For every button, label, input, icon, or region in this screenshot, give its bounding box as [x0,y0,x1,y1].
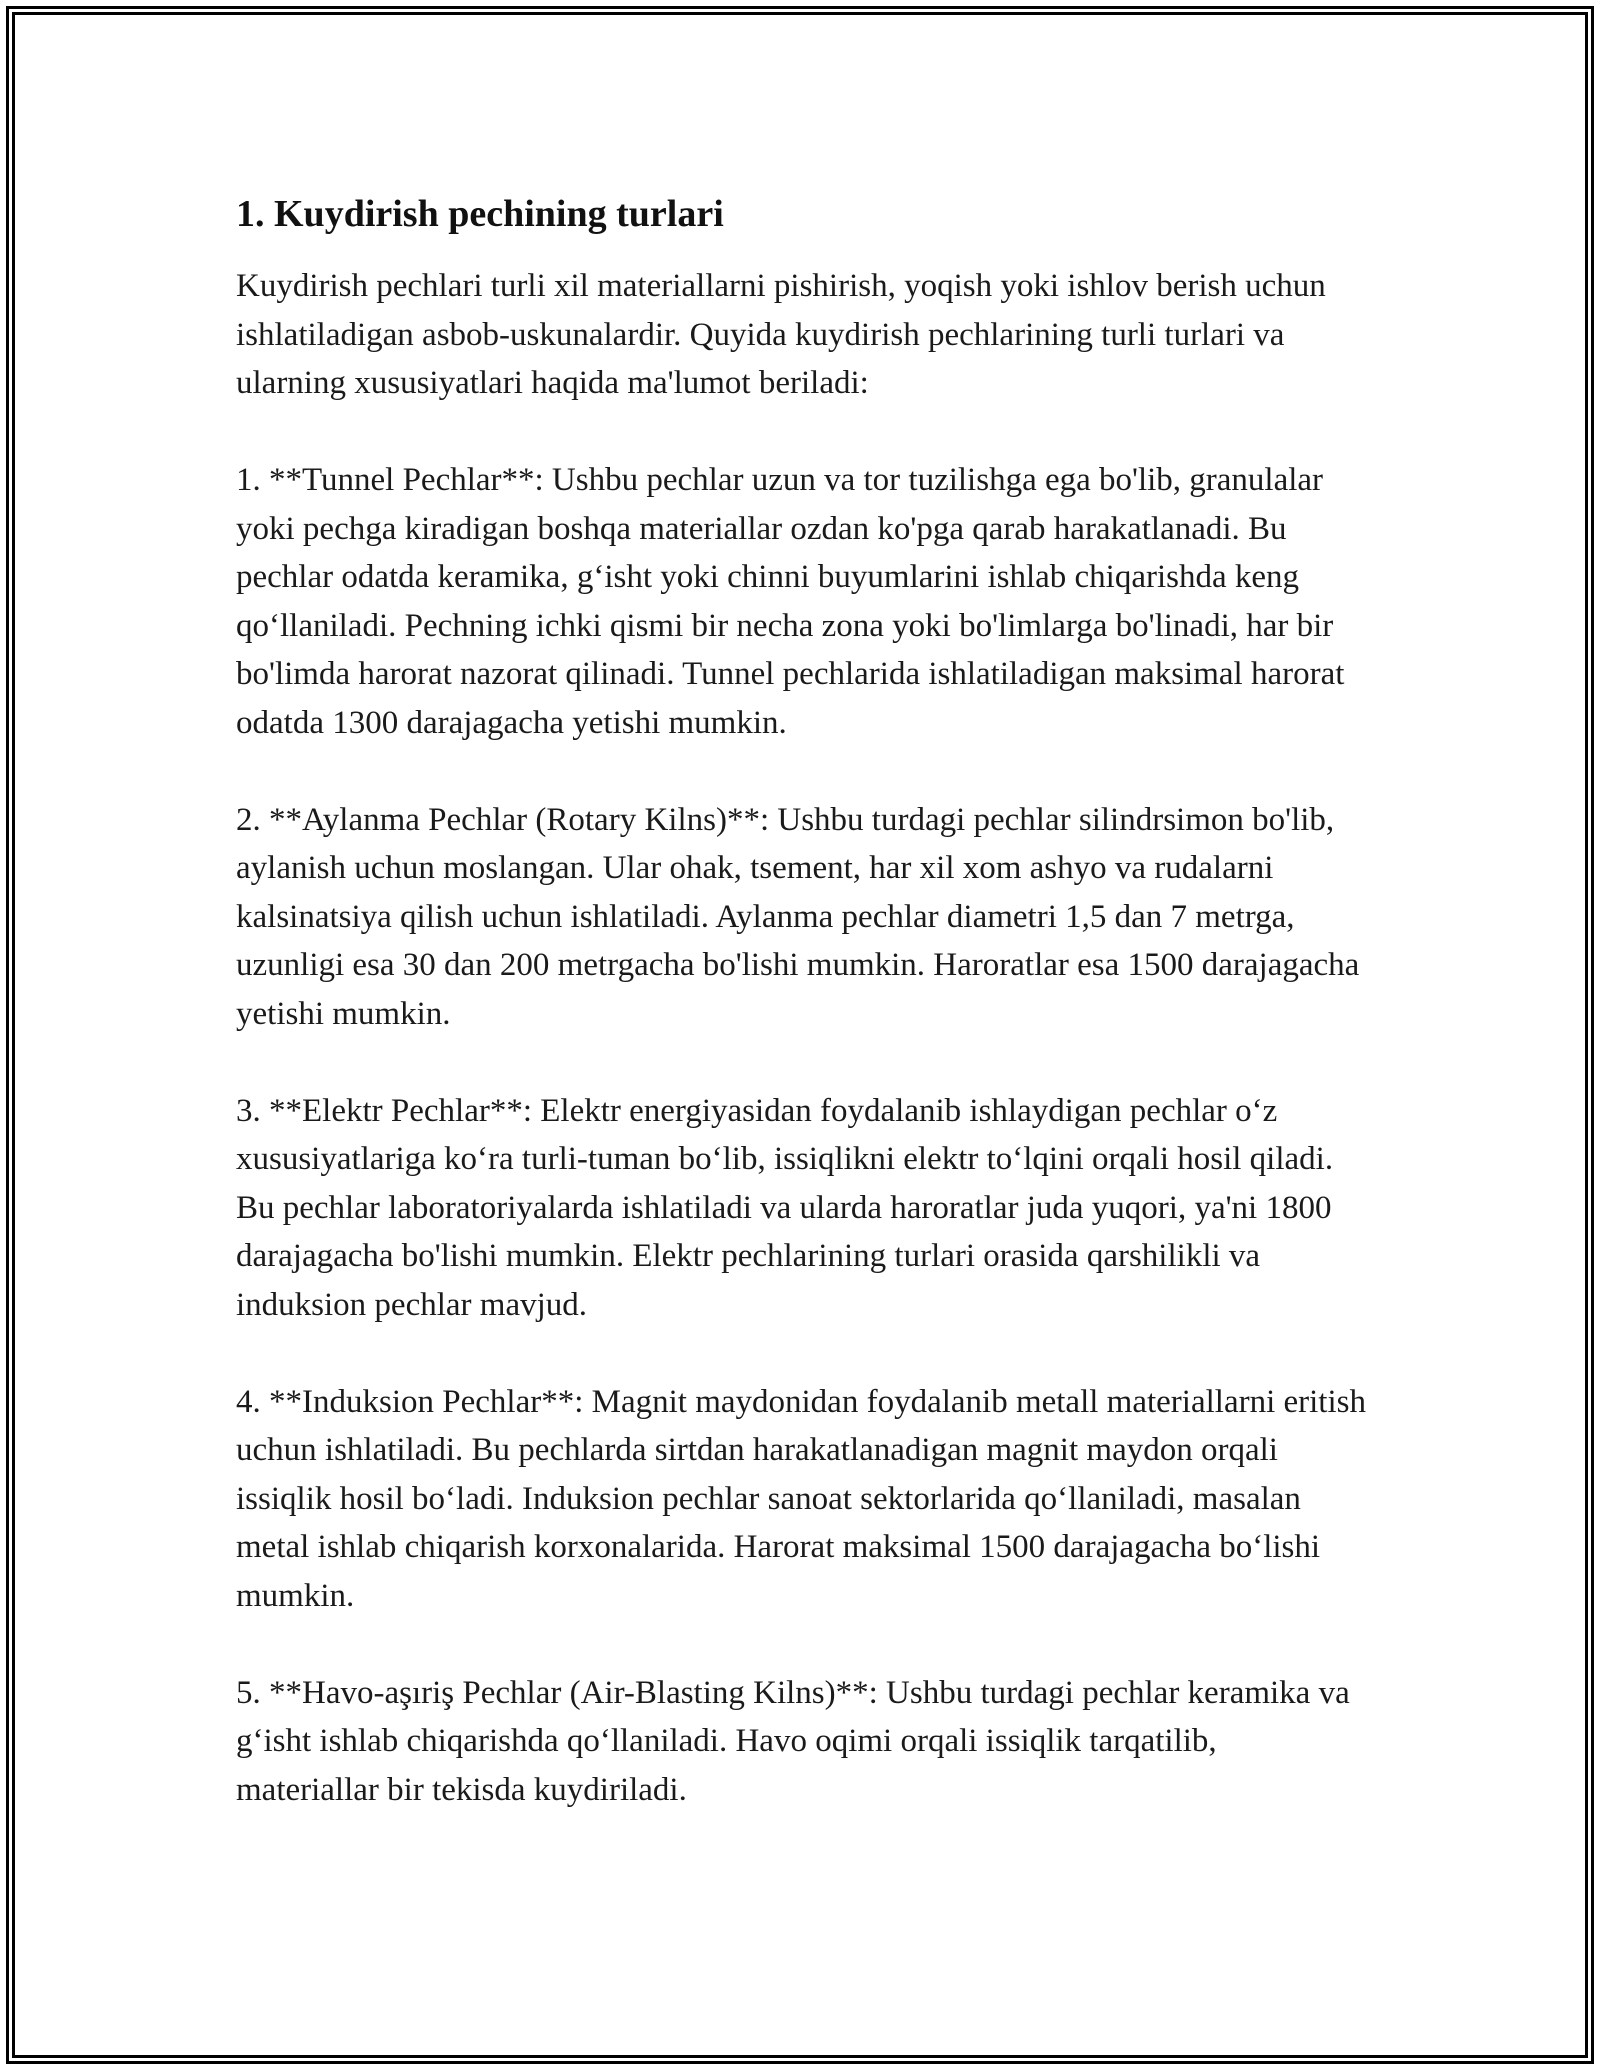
paragraph-electric-kilns: 3. **Elektr Pechlar**: Elektr energiyasidan foydalanib ishlaydigan pechlar o‘z xususiyatlariga ko‘ra turli-tuman bo‘lib, issiqlikni elektr to‘lqini orqali hosil qiladi. Bu pechlar laboratoriyalarda ishlatiladi va ularda haroratlar juda yuqori, ya'ni 1800 darajagacha bo'lishi mumkin. Elektr pechlarining turlari orasida qarshilikli va induksion pechlar mavjud. [236,1092,1334,1323]
intro-paragraph: Kuydirish pechlari turli xil materiallarni pishirish, yoqish yoki ishlov berish uchun ishlatiladigan asbob-uskunalardir. Quyida kuydirish pechlarining turli turlari va ularning xususiyatlari haqida ma'lumot beriladi: [236,268,1326,401]
paragraph-air-blasting-kilns: 5. **Havo-aşıriş Pechlar (Air-Blasting Kilns)**: Ushbu turdagi pechlar keramika va g‘isht ishlab chiqarishda qo‘llaniladi. Havo oqimi orqali issiqlik tarqatilib, materiallar bir tekisda kuydiriladi. [236,1674,1350,1808]
paragraph-induction-kilns: 4. **Induksion Pechlar**: Magnit maydonidan foydalanib metall materiallarni eritish uchun ishlatiladi. Bu pechlarda sirtdan harakatlanadigan magnit maydon orqali issiqlik hosil bo‘ladi. Induksion pechlar sanoat sektorlarida qo‘llaniladi, masalan metal ishlab chiqarish korxonalarida. Harorat maksimal 1500 darajagacha bo‘lishi mumkin. [236,1383,1366,1614]
paragraph-rotary-kilns: 2. **Aylanma Pechlar (Rotary Kilns)**: Ushbu turdagi pechlar silindrsimon bo'lib, aylanish uchun moslangan. Ular ohak, tsement, har xil xom ashyo va rudalarni kalsinatsiya qilish uchun ishlatiladi. Aylanma pechlar diametri 1,5 dan 7 metrga, uzunligi esa 30 dan 200 metrgacha bo'lishi mumkin. Haroratlar esa 1500 darajagacha yetishi mumkin. [236,801,1360,1032]
section-heading: 1. Kuydirish pechining turlari [236,193,724,235]
document-body [236,186,1366,1814]
paragraph-tunnel-kilns: 1. **Tunnel Pechlar**: Ushbu pechlar uzun va tor tuzilishga ega bo'lib, granulalar yoki pechga kiradigan boshqa materiallar ozdan ko'pga qarab harakatlanadi. Bu pechlar odatda keramika, g‘isht yoki chinni buyumlarini ishlab chiqarishda keng qo‘llaniladi. Pechning ichki qismi bir necha zona yoki bo'limlarga bo'linadi, har bir bo'limda harorat nazorat qilinadi. Tunnel pechlarida ishlatiladigan maksimal harorat odatda 1300 darajagacha yetishi mumkin. [236,462,1345,741]
